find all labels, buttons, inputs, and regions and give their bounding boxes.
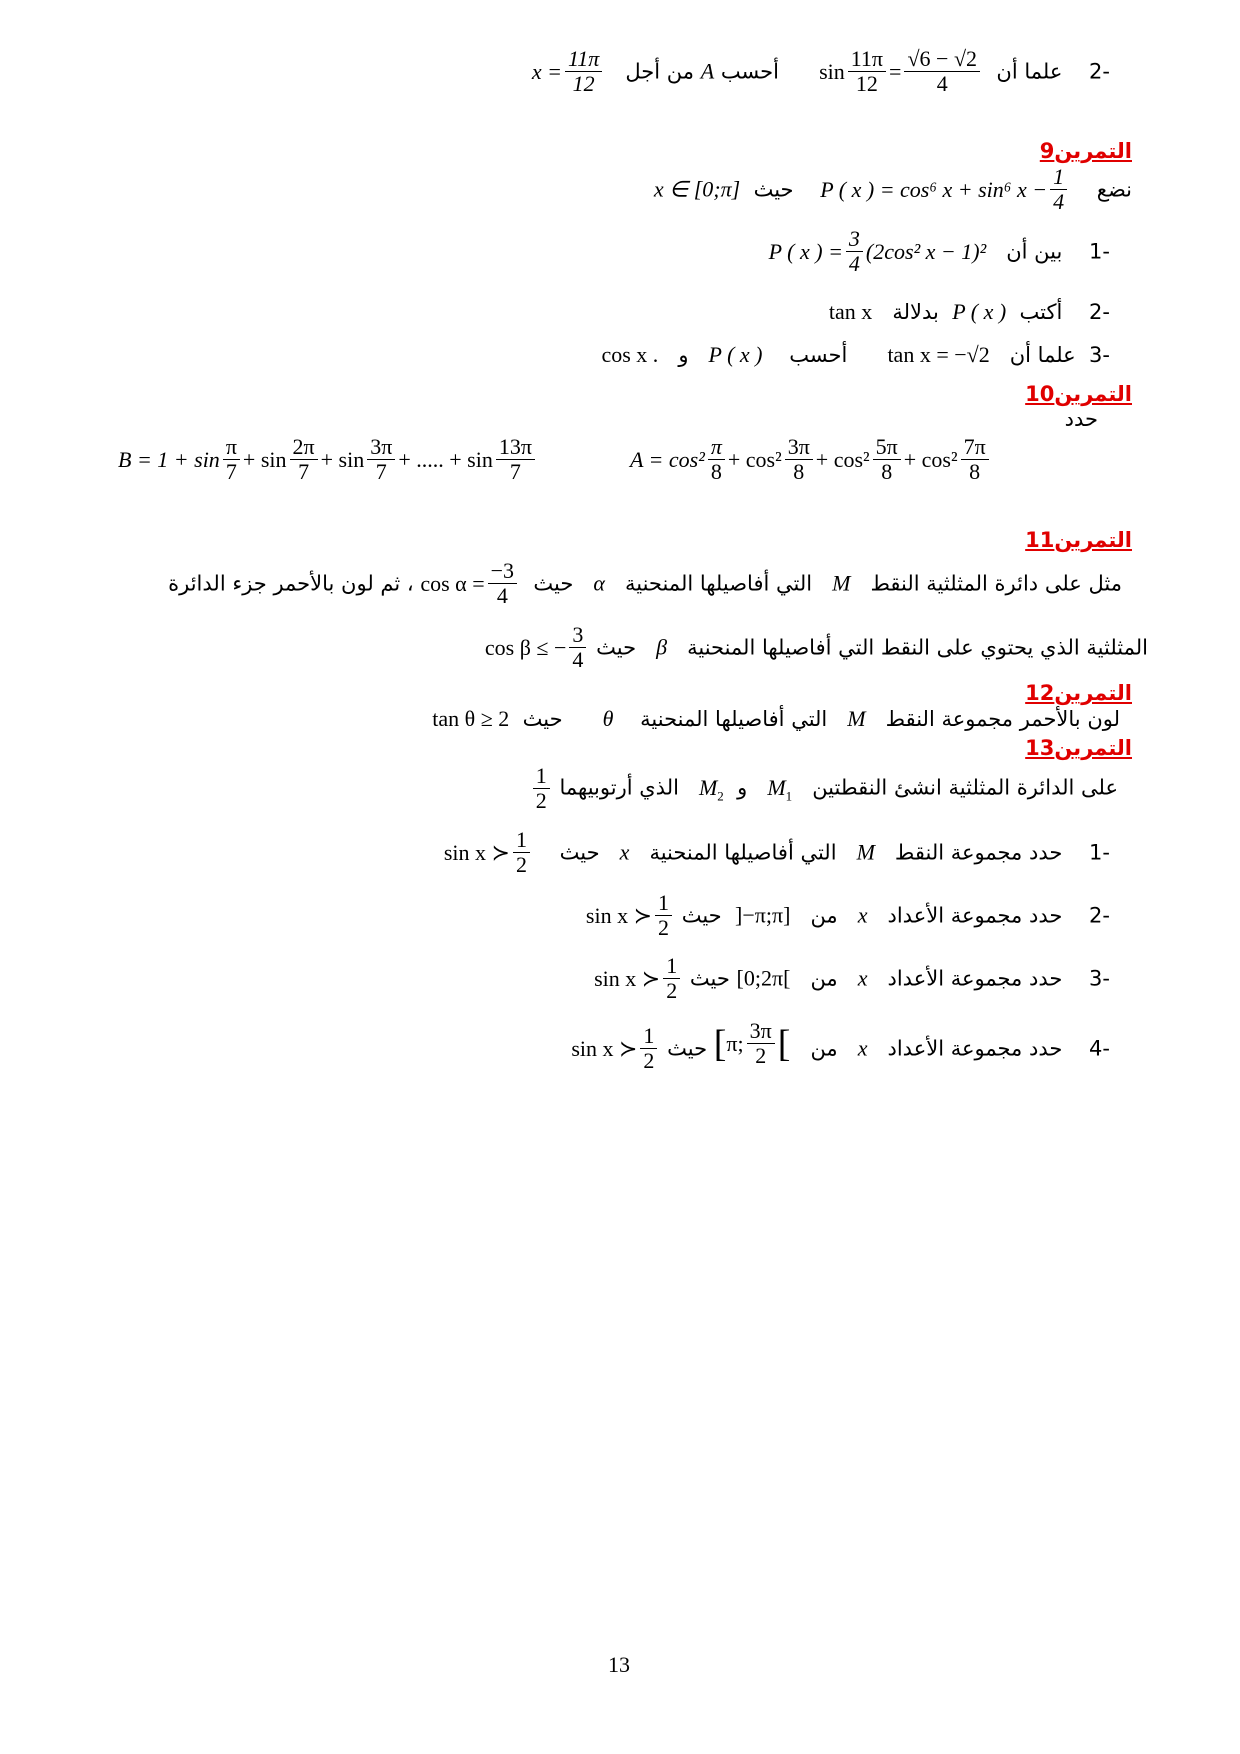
ex9-domain: x ∈ [0;π] — [653, 176, 741, 202]
fraction: 1 2 — [655, 892, 672, 939]
ex8-q2-sin-eq — [819, 48, 983, 95]
ex9-q2-num: -2 — [1089, 300, 1110, 324]
ex9-q3-compute: أحسب — [789, 343, 848, 367]
ex9-q3-line — [601, 344, 1110, 366]
fraction: $\frac{1}{4}$ — [1050, 166, 1067, 213]
ex9-title: التمرين9 — [1039, 139, 1132, 163]
ex9-q1-text: بين أن — [1006, 239, 1063, 264]
fraction: $\frac{11\pi}{12}$ — [848, 48, 886, 95]
ex13-q3-interval: [0;2π[ — [736, 965, 791, 991]
var-A: A — [700, 58, 715, 84]
ex9-q1-expr: P ( x ) = $\frac{3}{4}$ (2cos² x − 1)² — [768, 226, 987, 276]
var-M: M — [832, 570, 851, 596]
ex10-A-expr: A = cos² π 8 + cos² 3π 8 + cos² 5π 8 + cos² 7π 8 — [630, 436, 992, 483]
ex9-where: حيث — [753, 177, 794, 202]
ex11-cos-beta: cos β ≤ − $\frac{3}{4}$ — [485, 624, 590, 671]
var-M2: $M_2$ — [698, 774, 724, 803]
ex13-q4-cond: sin x ≻ 1 2 — [571, 1025, 660, 1072]
ex9-q1-num: -1 — [1089, 239, 1110, 264]
ex9-def-expr: P ( x ) = cos⁶ x + sin⁶ x − $\frac{1}{4}$ — [820, 166, 1070, 213]
var-M: M — [847, 706, 866, 731]
ex9-q3-P: P ( x ) — [708, 342, 763, 367]
ex13-q3-cond: sin x ≻ 1 2 — [594, 955, 683, 1002]
fraction: $\frac{3}{4}$ — [846, 228, 863, 275]
fraction: $\frac{-3}{4}$ — [488, 560, 517, 607]
ex8-q2-text-compute: أحسب — [720, 59, 779, 84]
ex11-line1: مثل على دائرة المثلثية النقط M التي أفاصيلها المنحنية α حيث cos α = $\frac{-3}{4}$ ، ثم لون بالأحمر جزء الدائرة — [168, 558, 1122, 608]
ex13-title: التمرين13 — [1025, 736, 1132, 760]
ex8-q2-num: -2 — [1089, 59, 1110, 84]
fraction: 13π 7 — [496, 436, 535, 483]
ex13-q3: -3 حدد مجموعة الأعداد x من [0;2π[ حيث sin x ≻ 1 2 — [594, 953, 1110, 1003]
ex11-line2: المثلثية الذي يحتوي على النقط التي أفاصيلها المنحنية β حيث cos β ≤ − $\frac{3}{4}$ — [484, 622, 1148, 672]
fraction: $\frac{1}{2}$ — [533, 765, 550, 812]
ex9-q2-P: P ( x ) — [952, 299, 1007, 324]
var-theta: θ — [602, 706, 614, 731]
fraction: $\frac{√6 - √2}{4}$ — [904, 48, 980, 95]
ex9-q1-line — [769, 228, 1110, 275]
ex10-title: التمرين10 — [1025, 382, 1132, 406]
ex9-q3-cos: cos x . — [601, 342, 659, 367]
ex8-q2-text-for: من أجل — [625, 59, 694, 84]
var-alpha: α — [593, 570, 605, 596]
ex8-q2-line — [532, 48, 1110, 95]
equals: = — [889, 58, 902, 84]
ex11-title: التمرين11 — [1025, 528, 1132, 552]
ex9-q2-line — [829, 301, 1110, 323]
fraction: 3π 7 — [367, 436, 395, 483]
ex12-line: لون بالأحمر مجموعة النقط M التي أفاصيلها المنحنية θ حيث tan θ ≥ 2 — [432, 706, 1120, 731]
fraction: π 8 — [708, 436, 725, 483]
ex13-q2-interval: ]−π;π] — [735, 902, 791, 928]
ex8-q2-x-eq: x = $\frac{11\pi}{12}$ — [532, 48, 606, 95]
sin-fn: sin — [819, 58, 845, 84]
var-beta: β — [656, 634, 668, 660]
ex13-intro: على الدائرة المثلثية انشئ النقطتين $M_1$ و $M_2$ الذي أرتوبيهما $\frac{1}{2}$ — [530, 765, 1118, 812]
fraction: $\frac{11\pi}{12}$ — [565, 48, 602, 95]
ex12-title: التمرين12 — [1025, 681, 1132, 705]
fraction: 1 2 — [663, 955, 680, 1002]
fraction: 3π 2 — [747, 1020, 775, 1067]
fraction: $\frac{3}{4}$ — [569, 624, 586, 671]
ex13-q2: -2 حدد مجموعة الأعداد x من ]−π;π] حيث sin x ≻ 1 2 — [585, 890, 1110, 940]
var-M1: $M_1$ — [767, 774, 793, 803]
ex13-q2-cond: sin x ≻ 1 2 — [586, 892, 675, 939]
ex9-def-line — [654, 166, 1132, 213]
ex9-q2-write: أكتب — [1019, 300, 1063, 324]
ex8-q2-text-known: علما أن — [996, 59, 1063, 84]
fraction: 2π 7 — [290, 436, 318, 483]
fraction: π 7 — [223, 436, 240, 483]
page-number: 13 — [608, 1652, 630, 1677]
fraction: 7π 8 — [961, 436, 989, 483]
ex9-q3-tan: tan x = −√2 — [887, 342, 990, 367]
fraction: 1 2 — [640, 1025, 657, 1072]
ex9-q2-tan: tan x — [828, 299, 873, 324]
fraction: 5π 8 — [873, 436, 901, 483]
ex13-q1-cond: sin x ≻ 1 2 — [444, 829, 533, 876]
fraction: 1 2 — [513, 829, 530, 876]
ex10-B-expr: B = 1 + sin π 7 + sin 2π 7 + sin 3π 7 + ..... + sin 13π 7 — [118, 436, 538, 483]
ex9-q2-in-terms: بدلالة — [892, 300, 939, 324]
ex12-cond: tan θ ≥ 2 — [432, 706, 510, 731]
ex9-q3-and: و — [678, 343, 689, 367]
ex13-q1: -1 حدد مجموعة النقط M التي أفاصيلها المنحنية x حيث sin x ≻ 1 2 — [443, 827, 1110, 877]
ex10-define: حدد — [1064, 407, 1098, 431]
ex9-put: نضع — [1096, 177, 1132, 202]
fraction: 3π 8 — [785, 436, 813, 483]
ex9-q3-known: علما أن — [1009, 343, 1076, 367]
ex9-q3-num: -3 — [1089, 343, 1110, 367]
ex11-cos-alpha: cos α = $\frac{-3}{4}$ — [420, 560, 520, 607]
ex13-q4-interval: [ π; 3π 2 [ — [713, 1018, 791, 1068]
ex13-q4: -4 حدد مجموعة الأعداد x من [ π; 3π 2 [ حيث sin x ≻ 1 2 — [571, 1018, 1110, 1073]
